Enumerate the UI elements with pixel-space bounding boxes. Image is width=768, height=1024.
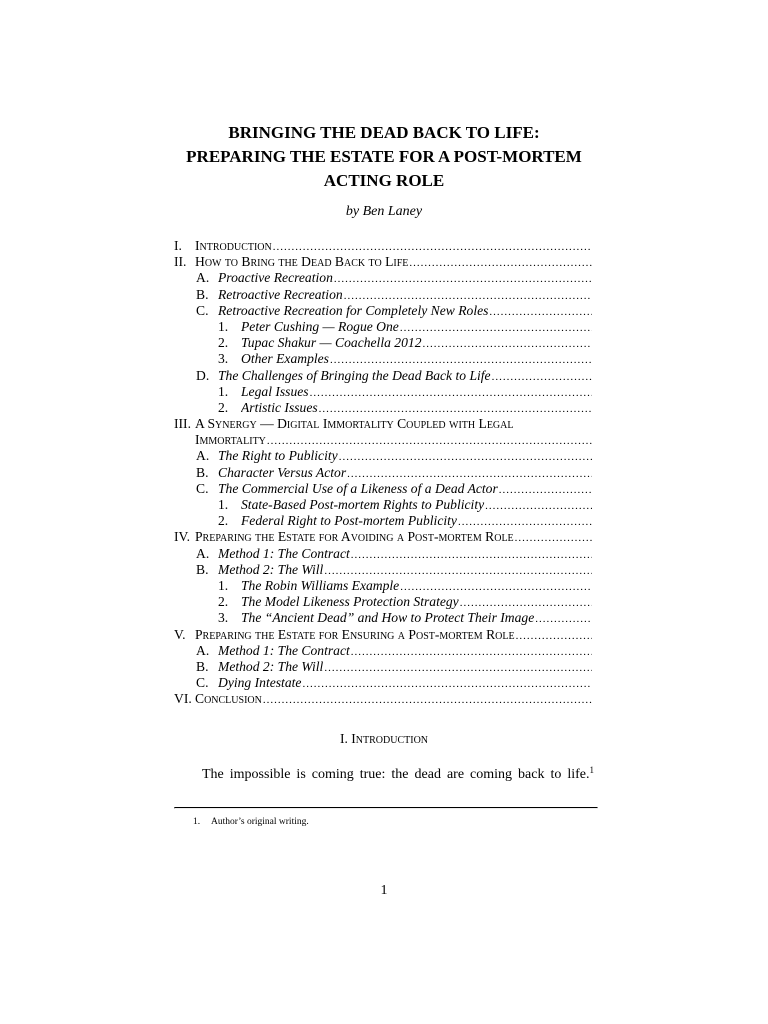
author-byline: by Ben Laney — [345, 204, 423, 219]
toc-dot-leader — [515, 628, 592, 644]
toc-dot-leader — [457, 514, 592, 530]
body-text: The impossible is coming true: the dead are coming back to life. — [202, 767, 590, 782]
toc-entry-number: VI. — [174, 691, 192, 707]
toc-entry-number: D. — [196, 367, 210, 383]
footnote-divider — [174, 807, 598, 809]
title-line: PREPARING THE ESTATE FOR A POST-MORTEM — [186, 147, 582, 166]
toc-dot-leader — [484, 498, 592, 514]
toc-dot-leader — [329, 352, 592, 368]
toc-entry-number: B. — [196, 464, 209, 480]
toc-entry-label: Tupac Shakur — Coachella 2012 — [241, 335, 422, 351]
toc-entry-number: 3. — [218, 351, 229, 367]
toc-entry[interactable] — [0, 513, 768, 529]
toc-dot-leader — [309, 385, 592, 401]
toc-entry[interactable] — [0, 335, 768, 351]
toc-entry-label: Preparing the Estate for Avoiding a Post-mortem Role — [195, 529, 514, 545]
toc-entry[interactable] — [0, 400, 768, 416]
toc-dot-leader — [422, 336, 593, 352]
toc-entry[interactable] — [0, 691, 768, 707]
toc-entry-label: Method 2: The Will — [218, 561, 324, 577]
toc-dot-leader — [338, 449, 592, 465]
toc-entry-number: 3. — [218, 610, 229, 626]
toc-dot-leader — [323, 563, 592, 579]
footnote — [193, 817, 309, 827]
toc-entry[interactable] — [0, 238, 768, 254]
toc-entry-number: 1. — [218, 497, 229, 512]
toc-entry[interactable] — [0, 368, 768, 384]
toc-entry[interactable] — [0, 270, 768, 286]
title-line: ACTING ROLE — [323, 171, 445, 190]
toc-entry-number: C. — [196, 675, 209, 691]
toc-entry-number: A. — [196, 448, 210, 464]
toc-entry-label: Proactive Recreation — [218, 270, 333, 286]
toc-dot-leader — [459, 595, 592, 611]
toc-entry[interactable] — [0, 254, 768, 270]
toc-entry-number: 2. — [218, 399, 229, 415]
toc-entry-label: Other Examples — [241, 351, 329, 367]
table-of-contents — [0, 238, 768, 707]
toc-dot-leader — [262, 692, 592, 708]
toc-entry-number: 1. — [218, 318, 229, 334]
toc-dot-leader — [534, 611, 592, 627]
toc-entry-label: Method 2: The Will — [218, 658, 324, 674]
toc-entry-number: C. — [196, 302, 209, 318]
toc-entry-label: Artistic Issues — [241, 399, 318, 415]
toc-entry-number: A. — [196, 545, 210, 561]
toc-entry-label: Federal Right to Post-mortem Publicity — [241, 513, 457, 529]
toc-entry-number: A. — [196, 642, 210, 658]
toc-entry-number: IV. — [174, 529, 190, 545]
toc-entry-number: 2. — [218, 594, 229, 610]
toc-entry-label: Peter Cushing — Rogue One — [241, 318, 399, 334]
footnote-reference: 1 — [589, 765, 594, 775]
toc-entry[interactable] — [0, 432, 768, 448]
toc-entry-number: A. — [196, 270, 210, 286]
toc-entry-label: The Model Likeness Protection Strategy — [241, 594, 459, 610]
title-line: BRINGING THE DEAD BACK TO LIFE: — [228, 123, 540, 142]
toc-entry[interactable] — [0, 351, 768, 367]
toc-dot-leader — [399, 579, 592, 595]
toc-dot-leader — [498, 482, 592, 498]
toc-entry-label: Method 1: The Contract — [218, 545, 350, 561]
toc-entry-number: 1. — [218, 383, 229, 399]
toc-dot-leader — [491, 369, 592, 385]
toc-entry[interactable] — [0, 529, 768, 545]
toc-entry[interactable] — [0, 594, 768, 610]
toc-entry[interactable] — [0, 497, 768, 513]
toc-dot-leader — [399, 320, 592, 336]
toc-entry-number: I. — [174, 238, 182, 253]
toc-entry-number: C. — [196, 480, 209, 496]
toc-dot-leader — [346, 466, 592, 482]
toc-entry[interactable] — [0, 303, 768, 319]
toc-entry[interactable] — [0, 675, 768, 691]
toc-entry-label: Method 1: The Contract — [218, 642, 350, 658]
toc-entry-number: B. — [196, 658, 209, 674]
toc-dot-leader — [343, 288, 592, 304]
toc-dot-leader — [350, 547, 592, 563]
toc-entry-number: B. — [196, 286, 209, 302]
toc-entry-number: 2. — [218, 335, 229, 351]
toc-entry-label: The Robin Williams Example — [241, 577, 400, 593]
toc-entry-label: Retroactive Recreation — [218, 286, 343, 302]
toc-dot-leader — [333, 271, 592, 287]
toc-entry-label: The Challenges of Bringing the Dead Back to Life — [218, 367, 491, 383]
toc-dot-leader — [408, 255, 592, 271]
toc-entry-label: The Right to Publicity — [218, 448, 338, 464]
toc-entry[interactable] — [0, 610, 768, 626]
toc-entry[interactable] — [0, 448, 768, 464]
toc-entry[interactable] — [0, 659, 768, 675]
toc-entry-label: Legal Issues — [241, 383, 309, 399]
toc-dot-leader — [272, 239, 592, 255]
toc-entry[interactable] — [0, 287, 768, 303]
toc-entry[interactable] — [0, 546, 768, 562]
toc-dot-leader — [488, 304, 592, 320]
toc-entry-label: Preparing the Estate for Ensuring a Post-mortem Role — [195, 626, 515, 642]
toc-dot-leader — [301, 676, 592, 692]
toc-entry[interactable] — [0, 481, 768, 497]
toc-entry-label: State-Based Post-mortem Rights to Publicity — [241, 497, 485, 512]
toc-entry-label: Immortality — [195, 432, 266, 448]
toc-dot-leader — [514, 530, 592, 546]
toc-entry[interactable] — [0, 562, 768, 578]
toc-dot-leader — [318, 401, 592, 417]
section-heading: I. Introduction — [339, 731, 429, 746]
footnote-number: 1. — [193, 817, 201, 827]
page-number: 1 — [380, 883, 388, 898]
toc-entry[interactable] — [0, 319, 768, 335]
toc-entry-number: B. — [196, 561, 209, 577]
toc-entry[interactable] — [0, 384, 768, 400]
toc-entry-label: A Synergy — Digital Immortality Coupled with Legal — [195, 416, 514, 432]
toc-entry-label: Character Versus Actor — [218, 464, 347, 480]
toc-entry-label: Introduction — [195, 238, 272, 253]
toc-entry-number: 2. — [218, 513, 229, 529]
toc-entry-number: II. — [174, 254, 187, 270]
toc-entry[interactable] — [0, 627, 768, 643]
toc-entry-label: Retroactive Recreation for Completely New Roles — [218, 302, 489, 318]
toc-entry-number: 1. — [218, 577, 229, 593]
toc-dot-leader — [350, 644, 592, 660]
toc-entry[interactable] — [0, 416, 768, 432]
article-title — [150, 121, 618, 193]
body-paragraph — [174, 765, 594, 785]
toc-entry[interactable] — [0, 643, 768, 659]
footnote-text: Author’s original writing. — [211, 817, 309, 827]
toc-entry-label: The Commercial Use of a Likeness of a Dead Actor — [218, 480, 498, 496]
toc-entry-label: The “Ancient Dead” and How to Protect Their Image — [241, 610, 535, 626]
toc-entry-number: V. — [174, 626, 186, 642]
toc-entry-label: How to Bring the Dead Back to Life — [195, 254, 409, 270]
toc-dot-leader — [323, 660, 592, 676]
toc-entry[interactable] — [0, 578, 768, 594]
toc-entry-label: Conclusion — [195, 691, 262, 707]
toc-dot-leader — [266, 433, 592, 449]
toc-entry-label: Dying Intestate — [218, 675, 302, 691]
toc-entry[interactable] — [0, 465, 768, 481]
toc-entry-number: III. — [174, 416, 191, 432]
